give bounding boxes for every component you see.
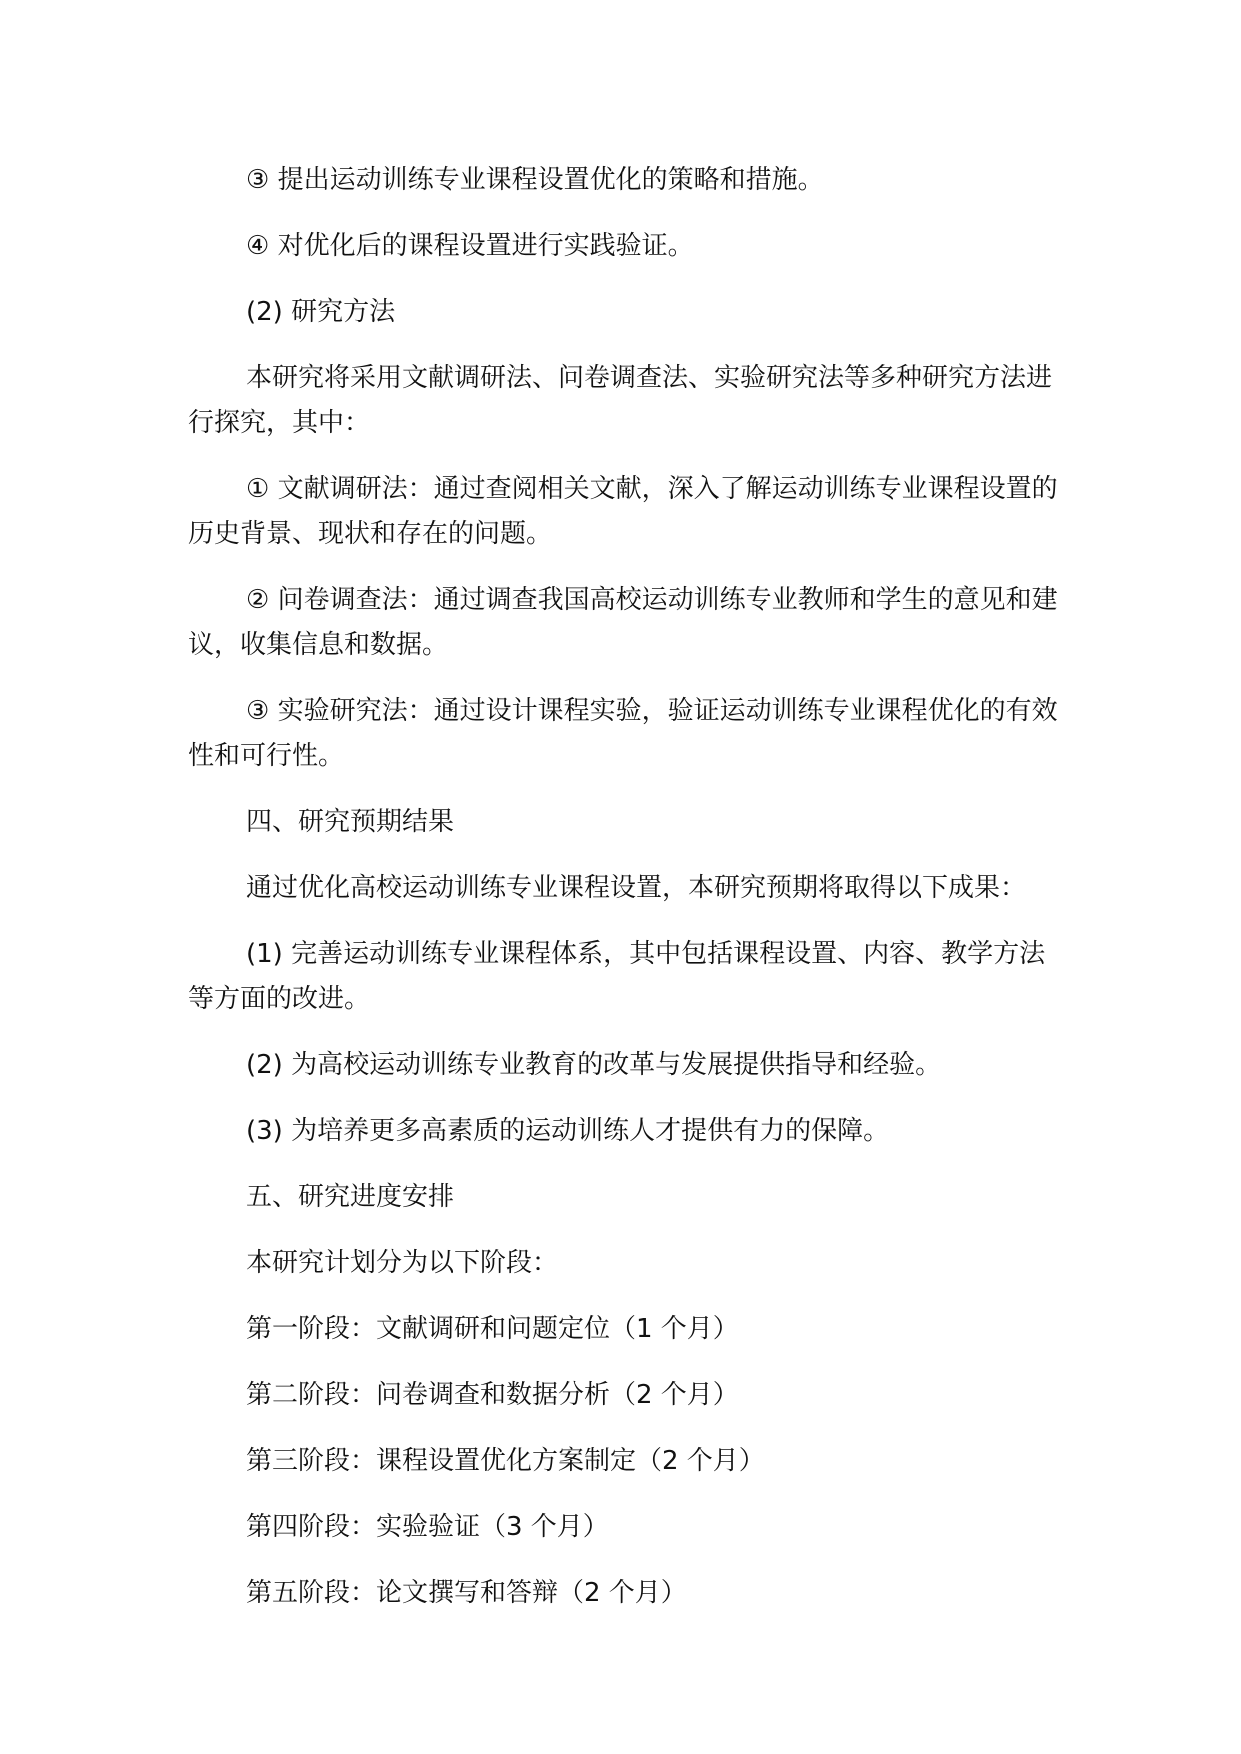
methods-intro-paragraph: 本研究将采用文献调研法、问卷调查法、实验研究法等多种研究方法进行探究，其中：	[188, 363, 1053, 438]
expected-result-1: (1) 完善运动训练专业课程体系，其中包括课程设置、内容、教学方法等方面的改进。	[188, 939, 1046, 1014]
schedule-stage-2: 第二阶段：问卷调查和数据分析（2 个月）	[246, 1380, 739, 1410]
document-page	[188, 158, 1068, 1637]
expected-results-intro: 通过优化高校运动训练专业课程设置，本研究预期将取得以下成果：	[246, 873, 1027, 903]
section-heading-methods: (2) 研究方法	[246, 297, 396, 327]
schedule-stage-3: 第三阶段：课程设置优化方案制定（2 个月）	[246, 1446, 765, 1476]
schedule-stage-1: 第一阶段：文献调研和问题定位（1 个月）	[246, 1314, 739, 1344]
expected-result-3: (3) 为培养更多高素质的运动训练人才提供有力的保障。	[246, 1116, 890, 1146]
schedule-stage-5: 第五阶段：论文撰写和答辩（2 个月）	[246, 1578, 687, 1608]
schedule-stage-4: 第四阶段：实验验证（3 个月）	[246, 1512, 609, 1542]
list-item-strategy: ③ 提出运动训练专业课程设置优化的策略和措施。	[246, 165, 824, 195]
method-survey-paragraph: ② 问卷调查法：通过调查我国高校运动训练专业教师和学生的意见和建议，收集信息和数据。	[188, 585, 1058, 660]
section-heading-schedule: 五、研究进度安排	[246, 1182, 455, 1212]
method-literature-paragraph: ① 文献调研法：通过查阅相关文献，深入了解运动训练专业课程设置的历史背景、现状和存在的问题。	[188, 474, 1058, 549]
expected-result-2: (2) 为高校运动训练专业教育的改革与发展提供指导和经验。	[246, 1050, 942, 1080]
schedule-intro: 本研究计划分为以下阶段：	[246, 1248, 559, 1278]
list-item-verification: ④ 对优化后的课程设置进行实践验证。	[246, 231, 694, 261]
method-experiment-paragraph: ③ 实验研究法：通过设计课程实验，验证运动训练专业课程优化的有效性和可行性。	[188, 696, 1058, 771]
section-heading-expected-results: 四、研究预期结果	[246, 807, 455, 837]
